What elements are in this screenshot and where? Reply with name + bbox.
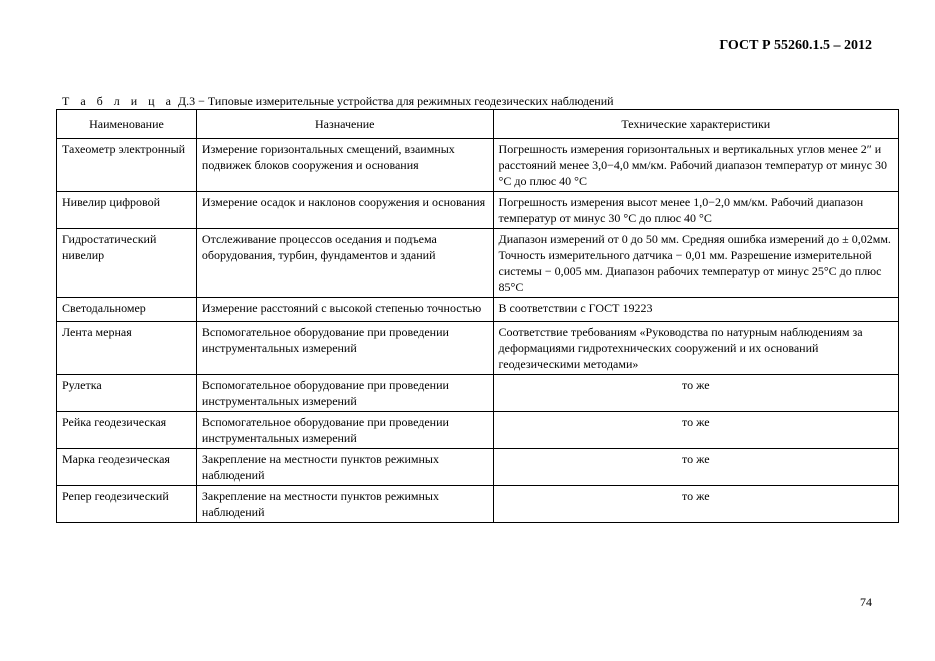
cell-purpose: Вспомогательное оборудование при проведении инструментальных измерений xyxy=(196,412,493,449)
cell-purpose: Измерение горизонтальных смещений, взаимных подвижек блоков сооружения и основания xyxy=(196,139,493,192)
column-header-purpose: Назначение xyxy=(196,110,493,139)
cell-name: Светодальномер xyxy=(57,298,197,322)
cell-purpose: Вспомогательное оборудование при проведении инструментальных измерений xyxy=(196,375,493,412)
table-caption xyxy=(62,94,614,109)
table-caption-prefix: Т а б л и ц а xyxy=(62,94,175,108)
instruments-table xyxy=(56,109,899,523)
cell-name: Марка геодезическая xyxy=(57,449,197,486)
cell-name: Рулетка xyxy=(57,375,197,412)
table-row xyxy=(57,322,899,375)
cell-specs: Диапазон измерений от 0 до 50 мм. Средняя ошибка измерений до ± 0,02мм. Точность измерительного датчика − 0,01 мм. Разрешение измерительной системы − 0,005 мм. Диапазон рабочих температур от минус 25°С до плюс 85°С xyxy=(493,229,898,298)
cell-purpose: Измерение осадок и наклонов сооружения и основания xyxy=(196,192,493,229)
cell-specs: то же xyxy=(493,375,898,412)
cell-purpose: Измерение расстояний с высокой степенью точностью xyxy=(196,298,493,322)
table-row xyxy=(57,229,899,298)
table-row xyxy=(57,192,899,229)
cell-name: Репер геодезический xyxy=(57,486,197,523)
cell-specs: то же xyxy=(493,486,898,523)
column-header-name: Наименование xyxy=(57,110,197,139)
table-caption-text: Д.3 − Типовые измерительные устройства для режимных геодезических наблюдений xyxy=(177,94,614,108)
table-row xyxy=(57,412,899,449)
cell-specs: Погрешность измерения высот менее 1,0−2,0 мм/км. Рабочий диапазон температур от минус 30 °С до плюс 40 °С xyxy=(493,192,898,229)
cell-specs: Соответствие требованиям «Руководства по натурным наблюдениям за деформациями гидротехнических сооружений и их оснований геодезическими методами» xyxy=(493,322,898,375)
table-header-row xyxy=(57,110,899,139)
table-row xyxy=(57,298,899,322)
cell-specs: то же xyxy=(493,449,898,486)
table-row xyxy=(57,486,899,523)
page-number: 74 xyxy=(860,595,872,609)
cell-name: Гидростатический нивелир xyxy=(57,229,197,298)
table-row xyxy=(57,449,899,486)
cell-purpose: Закрепление на местности пунктов режимных наблюдений xyxy=(196,449,493,486)
cell-purpose: Отслеживание процессов оседания и подъема оборудования, турбин, фундаментов и зданий xyxy=(196,229,493,298)
column-header-specs: Технические характеристики xyxy=(493,110,898,139)
table-row xyxy=(57,139,899,192)
cell-specs: то же xyxy=(493,412,898,449)
cell-purpose: Закрепление на местности пунктов режимных наблюдений xyxy=(196,486,493,523)
cell-specs: Погрешность измерения горизонтальных и вертикальных углов менее 2″ и расстояний менее 3,0−4,0 мм/км. Рабочий диапазон температур от минус 30 °С до плюс 40 °С xyxy=(493,139,898,192)
standard-code: ГОСТ Р 55260.1.5 – 2012 xyxy=(719,38,872,53)
cell-name: Нивелир цифровой xyxy=(57,192,197,229)
cell-name: Тахеометр электронный xyxy=(57,139,197,192)
cell-purpose: Вспомогательное оборудование при проведении инструментальных измерений xyxy=(196,322,493,375)
cell-name: Рейка геодезическая xyxy=(57,412,197,449)
table-row xyxy=(57,375,899,412)
cell-name: Лента мерная xyxy=(57,322,197,375)
cell-specs: В соответствии с ГОСТ 19223 xyxy=(493,298,898,322)
